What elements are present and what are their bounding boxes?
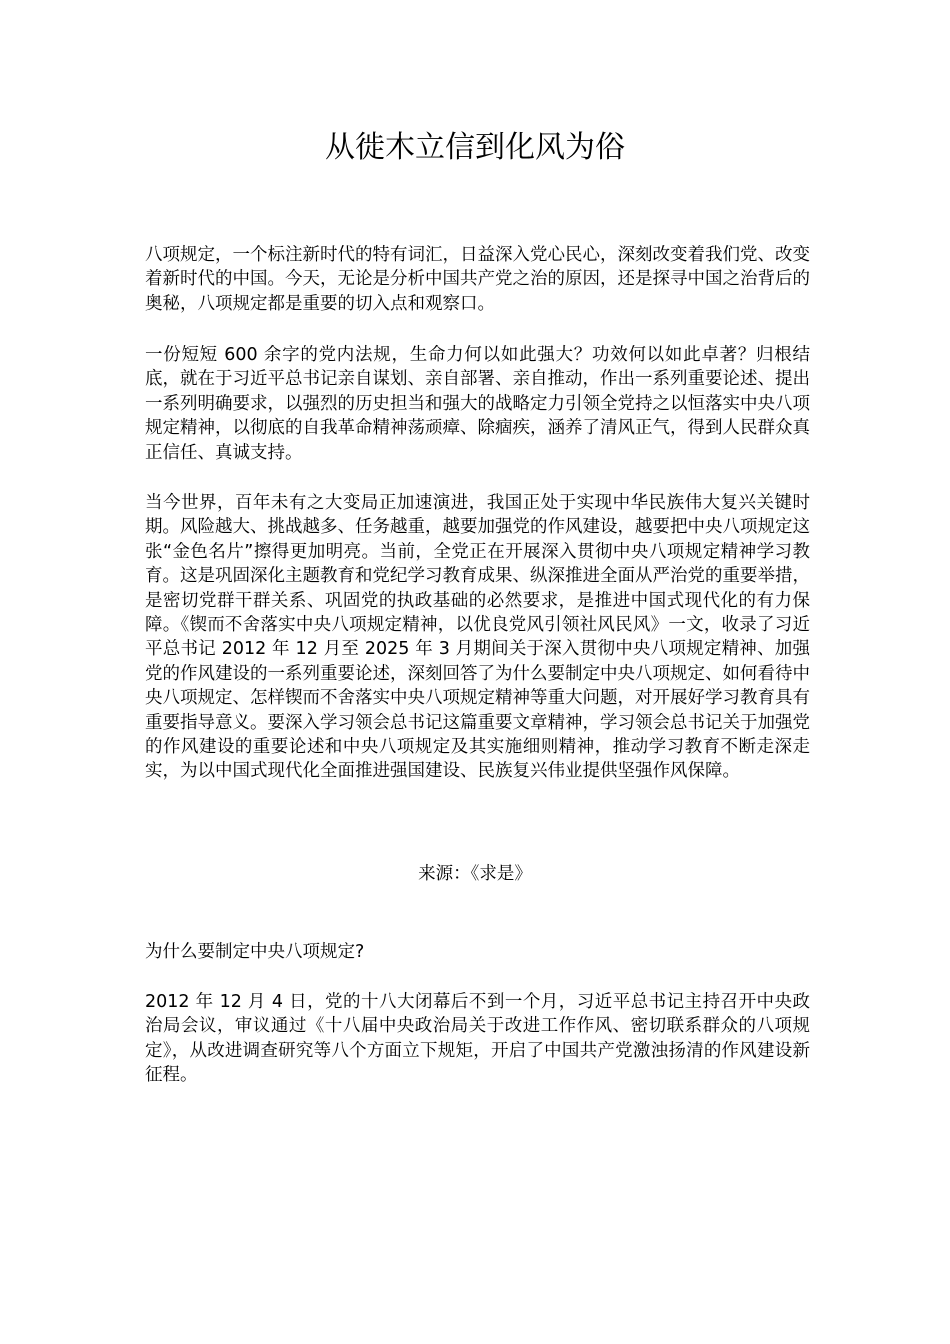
section-paragraph: 2012 年 12 月 4 日，党的十八大闭幕后不到一个月，习近平总书记主持召开中央政治局会议，审议通过《十八届中央政治局关于改进工作作风、密切联系群众的八项规定》，从改进调查研究等八个方面立下规矩，开启了中国共产党激浊扬清的作风建设新征程。 [145, 992, 810, 1086]
body-paragraph: 当今世界，百年未有之大变局正加速演进，我国正处于实现中华民族伟大复兴关键时期。风险越大、挑战越多、任务越重，越要加强党的作风建设，越要把中央八项规定这张“金色名片”擦得更加明亮。当前，全党正在开展深入贯彻中央八项规定精神学习教育。这是巩固深化主题教育和党纪学习教育成果、纵深推进全面从严治党的重要举措，是密切党群干群关系、巩固党的执政基础的必然要求，是推进中国式现代化的有力保障。《锲而不舍落实中央八项规定精神，以优良党风引领社风民风》一文，收录了习近平总书记 2012 年 12 月至 2025 年 3 月期间关于深入贯彻中央八项规定精神、加强党的作风建设的一系列重要论述，深刻回答了为什么要制定中央八项规定、如何看待中央八项规定、怎样锲而不舍落实中央八项规定精神等重大问题，对开展好学习教育具有重要指导意义。要深入学习领会总书记这篇重要文章精神，学习领会总书记关于加强党的作风建设的重要论述和中央八项规定及其实施细则精神，推动学习教育不断走深走实，为以中国式现代化全面推进强国建设、民族复兴伟业提供坚强作风保障。 [145, 493, 810, 782]
document-title: 从徙木立信到化风为俗 [325, 130, 625, 165]
source-line: 来源：《求是》 [418, 864, 532, 884]
section-heading: 为什么要制定中央八项规定? [145, 942, 365, 962]
intro-paragraph: 八项规定，一个标注新时代的特有词汇，日益深入党心民心，深刻改变着我们党、改变着新时代的中国。今天，无论是分析中国共产党之治的原因，还是探寻中国之治背后的奥秘，八项规定都是重要的切入点和观察口。 [145, 245, 810, 314]
body-paragraph: 一份短短 600 余字的党内法规，生命力何以如此强大？功效何以如此卓著？归根结底，就在于习近平总书记亲自谋划、亲自部署、亲自推动，作出一系列重要论述、提出一系列明确要求，以强烈的历史担当和强大的战略定力引领全党持之以恒落实中央八项规定精神，以彻底的自我革命精神荡顽瘴、除痼疾，涵养了清风正气，得到人民群众真正信任、真诚支持。 [145, 345, 810, 463]
